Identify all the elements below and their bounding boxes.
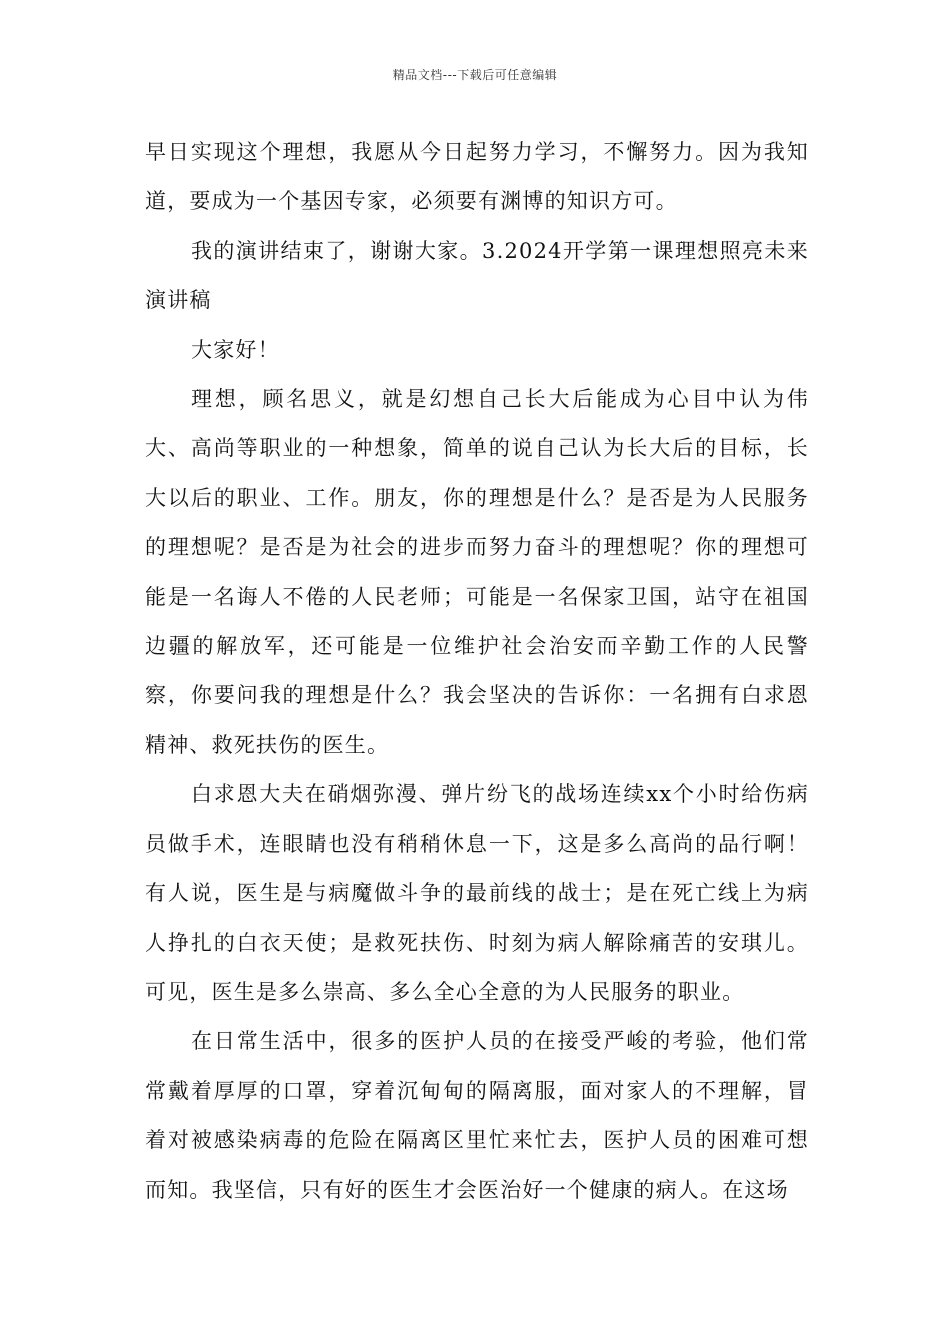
paragraph: 大家好！ (191, 337, 280, 362)
paragraph: 我的演讲结束了，谢谢大家。3.2024开学第一课理想照亮未来演讲稿 (145, 238, 809, 313)
page-header: 精品文档---下载后可任意编辑 (392, 68, 558, 82)
paragraph: 白求恩大夫在硝烟弥漫、弹片纷飞的战场连续xx个小时给伤病员做手术，连眼睛也没有稍稍休息一下，这是多么高尚的品行啊！有人说，医生是与病魔做斗争的最前线的战士；是在死亡线上为病人挣扎的白衣天使；是救死扶伤、时刻为病人解除痛苦的安琪儿。可见，医生是多么崇高、多么全心全意的为人民服务的职业。 (145, 782, 809, 1004)
document-body (145, 128, 809, 1215)
paragraph: 在日常生活中，很多的医护人员的在接受严峻的考验，他们常常戴着厚厚的口罩，穿着沉甸甸的隔离服，面对家人的不理解，冒着对被感染病毒的危险在隔离区里忙来忙去，医护人员的困难可想而知。我坚信，只有好的医生才会医治好一个健康的病人。在这场 (145, 1029, 809, 1202)
paragraph: 早日实现这个理想，我愿从今日起努力学习，不懈努力。因为我知道，要成为一个基因专家，必须要有渊博的知识方可。 (145, 140, 809, 214)
paragraph: 理想，顾名思义，就是幻想自己长大后能成为心目中认为伟大、高尚等职业的一种想象，简单的说自己认为长大后的目标，长大以后的职业、工作。朋友，你的理想是什么？是否是为人民服务的理想呢？是否是为社会的进步而努力奋斗的理想呢？你的理想可能是一名诲人不倦的人民老师；可能是一名保家卫国，站守在祖国边疆的解放军，还可能是一位维护社会治安而辛勤工作的人民警察，你要问我的理想是什么？我会坚决的告诉你：一名拥有白求恩精神、救死扶伤的医生。 (145, 387, 809, 757)
